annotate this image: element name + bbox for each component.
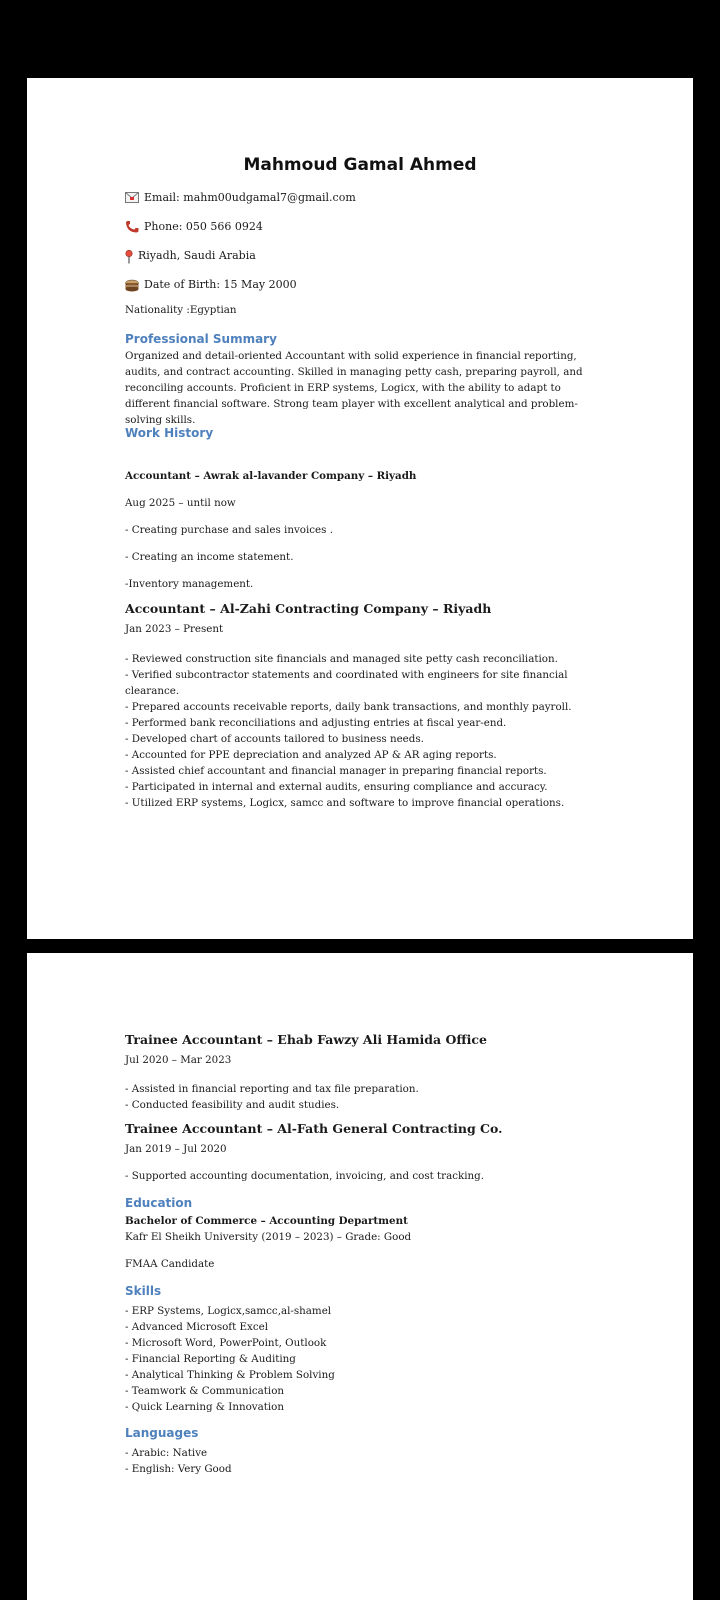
skill-item: - ERP Systems, Logicx,samcc,al-shamel (125, 1305, 332, 1317)
skills-list (125, 1303, 595, 1415)
degree-text: Bachelor of Commerce – Accounting Department (125, 1215, 408, 1227)
dob-line (125, 278, 297, 291)
job-3-bullet-list (125, 1081, 595, 1113)
skill-item: - Teamwork & Communication (125, 1385, 285, 1397)
fmaa-text: FMAA Candidate (125, 1258, 215, 1270)
job-3-title: Trainee Accountant – Ehab Fawzy Ali Hamida Office (125, 1032, 487, 1047)
job-1-dates: Aug 2025 – until now (125, 497, 236, 509)
job-2-bullet: - Developed chart of accounts tailored to business needs. (125, 733, 424, 745)
envelope-icon (125, 192, 139, 204)
job-4-dates: Jan 2019 – Jul 2020 (125, 1143, 227, 1155)
professional-summary-heading: Professional Summary (125, 332, 277, 346)
candidate-name: Mahmoud Gamal Ahmed (243, 155, 477, 175)
job-2-bullet: - Accounted for PPE depreciation and analyzed AP & AR aging reports. (125, 749, 497, 761)
skill-item: - Advanced Microsoft Excel (125, 1321, 269, 1333)
job-1-bullet: - Creating an income statement. (125, 551, 294, 563)
education-heading: Education (125, 1196, 193, 1210)
job-1-title: Accountant – Awrak al-lavander Company – Riyadh (125, 470, 417, 482)
job-2-bullet: - Prepared accounts receivable reports, daily bank transactions, and monthly payroll. (125, 701, 572, 713)
location-line (125, 249, 256, 262)
job-2-bullet-list (125, 651, 595, 811)
job-2-bullet: - Assisted chief accountant and financial manager in preparing financial reports. (125, 765, 547, 777)
job-3-dates: Jul 2020 – Mar 2023 (125, 1054, 232, 1066)
resume-page-2 (27, 953, 693, 1600)
job-3-bullet: - Conducted feasibility and audit studies. (125, 1099, 340, 1111)
skill-item: - Microsoft Word, PowerPoint, Outlook (125, 1337, 327, 1349)
dob-text: Date of Birth: 15 May 2000 (144, 278, 297, 291)
job-2-dates: Jan 2023 – Present (125, 623, 224, 635)
skill-item: - Quick Learning & Innovation (125, 1401, 284, 1413)
nationality-text: Nationality :Egyptian (125, 304, 237, 316)
job-4-title: Trainee Accountant – Al-Fath General Contracting Co. (125, 1121, 503, 1136)
languages-list (125, 1445, 595, 1477)
email-text: Email: mahm00udgamal7@gmail.com (144, 191, 356, 204)
resume-page-1 (27, 78, 693, 939)
email-line (125, 191, 356, 204)
phone-text: Phone: 050 566 0924 (144, 220, 263, 233)
pushpin-icon (125, 250, 133, 262)
professional-summary-text: Organized and detail-oriented Accountant with solid experience in financial reporting, audits, and contract accounting. Skilled in managing petty cash, preparing payroll, and reconciling accounts. Proficient in ERP systems, Logicx, with the ability to adapt to different financial software. Strong team player with excellent analytical and problem-solving skills. (125, 350, 583, 426)
job-2-bullet: - Participated in internal and external audits, ensuring compliance and accuracy. (125, 781, 548, 793)
job-1-bullet: - Creating purchase and sales invoices . (125, 524, 333, 536)
language-item: - English: Very Good (125, 1463, 232, 1475)
skills-heading: Skills (125, 1284, 162, 1298)
university-text: Kafr El Sheikh University (2019 – 2023) – Grade: Good (125, 1231, 412, 1243)
job-2-title: Accountant – Al-Zahi Contracting Company – Riyadh (125, 601, 492, 616)
job-4-bullet: - Supported accounting documentation, invoicing, and cost tracking. (125, 1170, 485, 1182)
work-history-heading: Work History (125, 426, 214, 440)
skill-item: - Analytical Thinking & Problem Solving (125, 1369, 335, 1381)
job-2-bullet: - Reviewed construction site financials and managed site petty cash reconciliation. (125, 653, 558, 665)
language-item: - Arabic: Native (125, 1447, 208, 1459)
job-2-bullet: - Performed bank reconciliations and adjusting entries at fiscal year-end. (125, 717, 507, 729)
job-2-bullet: - Verified subcontractor statements and coordinated with engineers for site financial clearance. (125, 669, 568, 697)
job-3-bullet: - Assisted in financial reporting and tax file preparation. (125, 1083, 419, 1095)
job-1-bullet: -Inventory management. (125, 578, 254, 590)
birthday-cake-icon (125, 279, 139, 291)
job-2-bullet: - Utilized ERP systems, Logicx, samcc and software to improve financial operations. (125, 797, 565, 809)
skill-item: - Financial Reporting & Auditing (125, 1353, 296, 1365)
languages-heading: Languages (125, 1426, 199, 1440)
phone-line (125, 220, 263, 233)
telephone-icon (125, 221, 139, 233)
location-text: Riyadh, Saudi Arabia (138, 249, 256, 262)
